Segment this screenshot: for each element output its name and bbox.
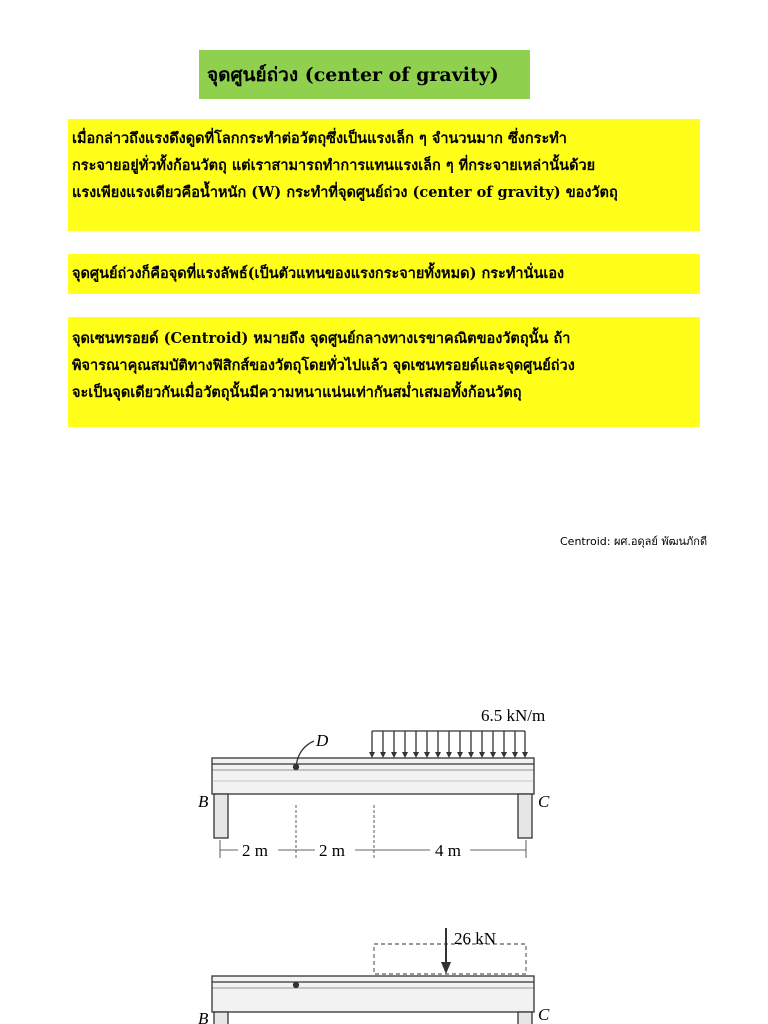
- paragraph-line: แรงเพียงแรงเดียวคือน้ำหนัก (W) กระทำที่จุดศูนย์ถ่วง (center of gravity) ของวัตถุ: [72, 184, 618, 201]
- support-b-label-2: B: [198, 1009, 209, 1024]
- support-c-label-2: C: [538, 1005, 550, 1024]
- paragraph-line: จุดศูนย์ถ่วงก็คือจุดที่แรงลัพธ์(เป็นตัวแทนของแรงกระจายทั้งหมด) กระทำนั่นเอง: [72, 265, 565, 282]
- author-credit: Centroid: ผศ.อดุลย์ พัฒนภักดี: [560, 535, 708, 548]
- dimension-label: 4 m: [435, 841, 461, 860]
- paragraph-line: จะเป็นจุดเดียวกันเมื่อวัตถุนั้นมีความหนาแน่นเท่ากันสม่ำเสมอทั้งก้อนวัตถุ: [72, 384, 522, 401]
- page-title-text: จุดศูนย์ถ่วง (center of gravity): [207, 63, 499, 86]
- distributed-load-label: 6.5 kN/m: [481, 706, 546, 725]
- point-load-label: 26 kN: [454, 929, 497, 948]
- dimension-label: 2 m: [319, 841, 345, 860]
- support-b-label: B: [198, 792, 209, 811]
- support-b: [214, 794, 228, 838]
- support-c-2: [518, 1012, 532, 1024]
- paragraph-line: จุดเซนทรอยด์ (Centroid) หมายถึง จุดศูนย์กลางทางเรขาคณิตของวัตถุนั้น ถ้า: [72, 330, 571, 347]
- support-b-2: [214, 1012, 228, 1024]
- equivalent-load-outline: [374, 944, 526, 974]
- support-c-label: C: [538, 792, 550, 811]
- point-d-label: D: [316, 731, 329, 750]
- distributed-load-arrows: [369, 731, 528, 758]
- paragraph-line: เมื่อกล่าวถึงแรงดึงดูดที่โลกกระทำต่อวัตถุซึ่งเป็นแรงเล็ก ๆ จำนวนมาก ซึ่งกระทำ: [72, 130, 567, 147]
- paragraph-line: กระจายอยู่ทั่วทั้งก้อนวัตถุ แต่เราสามารถทำการแทนแรงเล็ก ๆ ที่กระจายเหล่านั้นด้วย: [72, 157, 596, 174]
- dimension-label: 2 m: [242, 841, 268, 860]
- beam-figure-1: [212, 731, 534, 858]
- support-c: [518, 794, 532, 838]
- paragraph-line: พิจารณาคุณสมบัติทางฟิสิกส์ของวัตถุโดยทั่วไปแล้ว จุดเซนทรอยด์และจุดศูนย์ถ่วง: [72, 357, 575, 374]
